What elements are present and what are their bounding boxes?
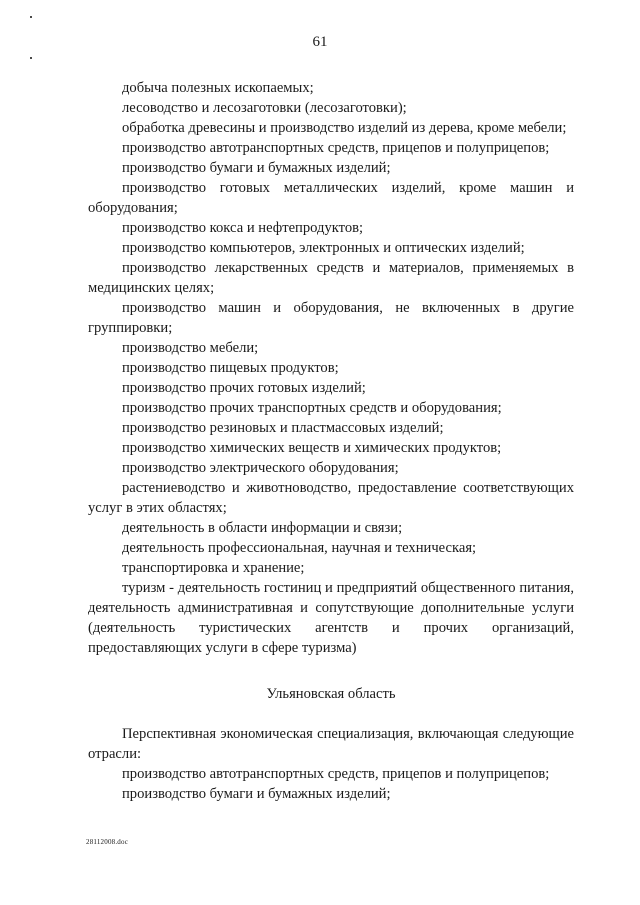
list-item: производство резиновых и пластмассовых изделий;	[122, 420, 444, 436]
scan-dot-mid	[30, 57, 32, 59]
list-item: производство химических веществ и химических продуктов;	[122, 440, 502, 456]
list-item: транспортировка и хранение;	[122, 560, 305, 576]
list-item: производство лекарственных средств и материалов, применяемых в медицинских целях;	[88, 260, 574, 296]
scan-dot-top	[30, 16, 32, 18]
list-item: лесоводство и лесозаготовки (лесозаготовки);	[122, 100, 407, 116]
list-item: производство готовых металлических изделий, кроме машин и оборудования;	[88, 180, 574, 216]
list-item: деятельность в области информации и связи;	[122, 520, 403, 536]
list-item: производство мебели;	[122, 340, 259, 356]
list-item: производство прочих транспортных средств и оборудования;	[122, 400, 502, 416]
list-item: производство кокса и нефтепродуктов;	[122, 220, 364, 236]
list-item: растениеводство и животноводство, предоставление соответствующих услуг в этих областях;	[88, 480, 574, 516]
list-item: производство компьютеров, электронных и оптических изделий;	[122, 240, 525, 256]
document-body	[88, 78, 574, 804]
file-name-footer: 28112008.doc	[86, 838, 128, 846]
list-item: обработка древесины и производство изделий из дерева, кроме мебели;	[122, 120, 567, 136]
list-item: производство автотранспортных средств, прицепов и полуприцепов;	[122, 140, 550, 156]
page-number: 61	[312, 34, 328, 50]
list-item: производство прочих готовых изделий;	[122, 380, 366, 396]
section-heading: Ульяновская область	[266, 686, 396, 702]
list-item: производство автотранспортных средств, прицепов и полуприцепов;	[122, 766, 550, 782]
list-item: производство пищевых продуктов;	[122, 360, 339, 376]
list-item: производство бумаги и бумажных изделий;	[122, 160, 391, 176]
list-item: производство машин и оборудования, не включенных в другие группировки;	[88, 300, 574, 336]
list-item: туризм - деятельность гостиниц и предприятий общественного питания, деятельность административная и сопутствующие дополнительные услуги (деятельность туристических агентств и прочих организаций, предоставляющих услуги в сфере туризма)	[88, 580, 574, 656]
list-item: добыча полезных ископаемых;	[122, 80, 314, 96]
list-item: производство электрического оборудования;	[122, 460, 399, 476]
list-item: деятельность профессиональная, научная и техническая;	[122, 540, 477, 556]
intro-paragraph: Перспективная экономическая специализация, включающая следующие отрасли:	[88, 726, 574, 762]
list-item: производство бумаги и бумажных изделий;	[122, 786, 391, 802]
